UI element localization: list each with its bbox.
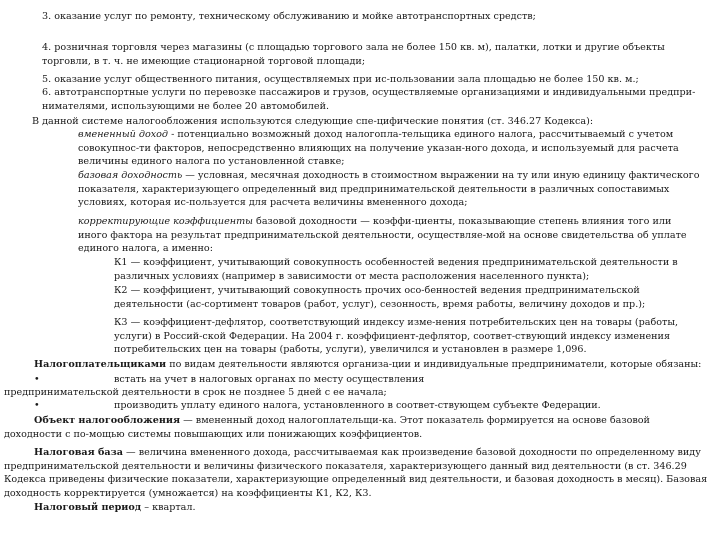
- definition-imputed-income: [78, 128, 700, 169]
- definition-text: базовой доходности — коэффи-циенты, показывающие степень влияния того или иного фактора на результат предпринимательской деятельности, осуществляе-мой на основе свидетельства об уплате единого налога, а именно:: [78, 216, 687, 255]
- definition-term: корректирующие коэффициенты: [78, 216, 253, 227]
- period-text: – квартал.: [141, 502, 196, 513]
- list-item-6: 6. автотранспортные услуги по перевозке пассажиров и грузов, осуществляемые организациями и индивидуальными предпри-нимателями, использующими не более 20 автомобилей.: [42, 87, 696, 112]
- coefficient-k3: К3 — коэффициент-дефлятор, соответствующий индексу изме-нения потребительских цен на товары (работы, услуги) в Россий-ской Федерации. На 2004 г. коэффициент-дефлятор, соответ-ствующий индексу изменения потребительских цен на товары (работы, услуги), увеличился и установлен в размере 1,096.: [114, 317, 679, 356]
- object-paragraph: [4, 414, 710, 441]
- taxpayers-paragraph: [34, 358, 710, 372]
- list-item-5: 5. оказание услуг общественного питания, осуществляемых при ис-пользовании зала площадью не более 150 кв. м.;: [42, 74, 639, 85]
- taxpayers-term: Налогоплательщиками: [34, 359, 167, 370]
- coefficient-k1: К1 — коэффициент, учитывающий совокупность особенностей ведения предпринимательской деятельности в различных условиях (например в зависимости от места расположения населенного пункта);: [114, 257, 678, 282]
- base-text: — величина вмененного дохода, рассчитываемая как произведение базовой доходности по определенному виду предпринимательской деятельности и величины физического показателя, характеризующего данный вид деятельности (в ст. 346.29 Кодекса приведены физические показатели, характеризующие определенный вид деятельности, и базовая доходность в месяц). Базовая доходность корректируется (умножается) на коэффициенты К1, К2, К3.: [4, 447, 708, 499]
- bullet-marker: •: [34, 374, 40, 385]
- obligation-1-continuation: предпринимательской деятельности в срок не позднее 5 дней с ее начала;: [4, 387, 387, 398]
- list-item-3: 3. оказание услуг по ремонту, техническому обслуживанию и мойке автотранспортных средств;: [42, 11, 536, 22]
- definition-correction-coefficients: [78, 215, 700, 256]
- concepts-intro: В данной системе налогообложения используются следующие спе-цифические понятия (ст. 346.27 Кодекса):: [32, 116, 594, 127]
- obligation-2: производить уплату единого налога, установленного в соответ-ствующем субъекте Федерации.: [114, 400, 601, 411]
- definition-base-yield: [78, 169, 700, 210]
- object-text: — вмененный доход налогоплательщи-ка. Этот показатель формируется на основе базовой доходности с по-мощью системы повышающих или понижающих коэффициентов.: [4, 415, 650, 440]
- object-term: Объект налогообложения: [34, 415, 181, 426]
- definition-term: вмененный доход: [78, 129, 169, 140]
- period-paragraph: [34, 501, 710, 515]
- bullet-marker: •: [34, 400, 40, 411]
- base-term: Налоговая база: [34, 447, 123, 458]
- definition-text: - потенциально возможный доход налогопла-тельщика единого налога, рассчитываемый с учетом совокупнос-ти факторов, непосредственно влияющих на получение указан-ного дохода, и используемый для расчета величины единого налога по установленной ставке;: [78, 129, 679, 168]
- list-item-4: 4. розничная торговля через магазины (с площадью торгового зала не более 150 кв. м), палатки, лотки и другие объекты торговли, в т. ч. не имеющие стационарной торговой площади;: [42, 42, 665, 67]
- definition-text: — условная, месячная доходность в стоимостном выражении на ту или иную единицу фактического показателя, характеризующего определенный вид предпринимательской деятельности в различных сопоставимых условиях, которая ис-пользуется для расчета величины вмененного дохода;: [78, 170, 700, 209]
- definition-term: базовая доходность: [78, 170, 183, 181]
- coefficient-k2: К2 — коэффициент, учитывающий совокупность прочих осо-бенностей ведения предпринимательской деятельности (ас-сортимент товаров (работ, услуг), сезонность, время работы, величину доходов и пр.);: [114, 285, 646, 310]
- obligation-1: встать на учет в налоговых органах по месту осуществления: [114, 374, 425, 385]
- period-term: Налоговый период: [34, 502, 142, 513]
- taxpayers-text: по видам деятельности являются организа-ции и индивидуальные предприниматели, которые обязаны:: [166, 359, 702, 370]
- base-paragraph: [4, 446, 710, 500]
